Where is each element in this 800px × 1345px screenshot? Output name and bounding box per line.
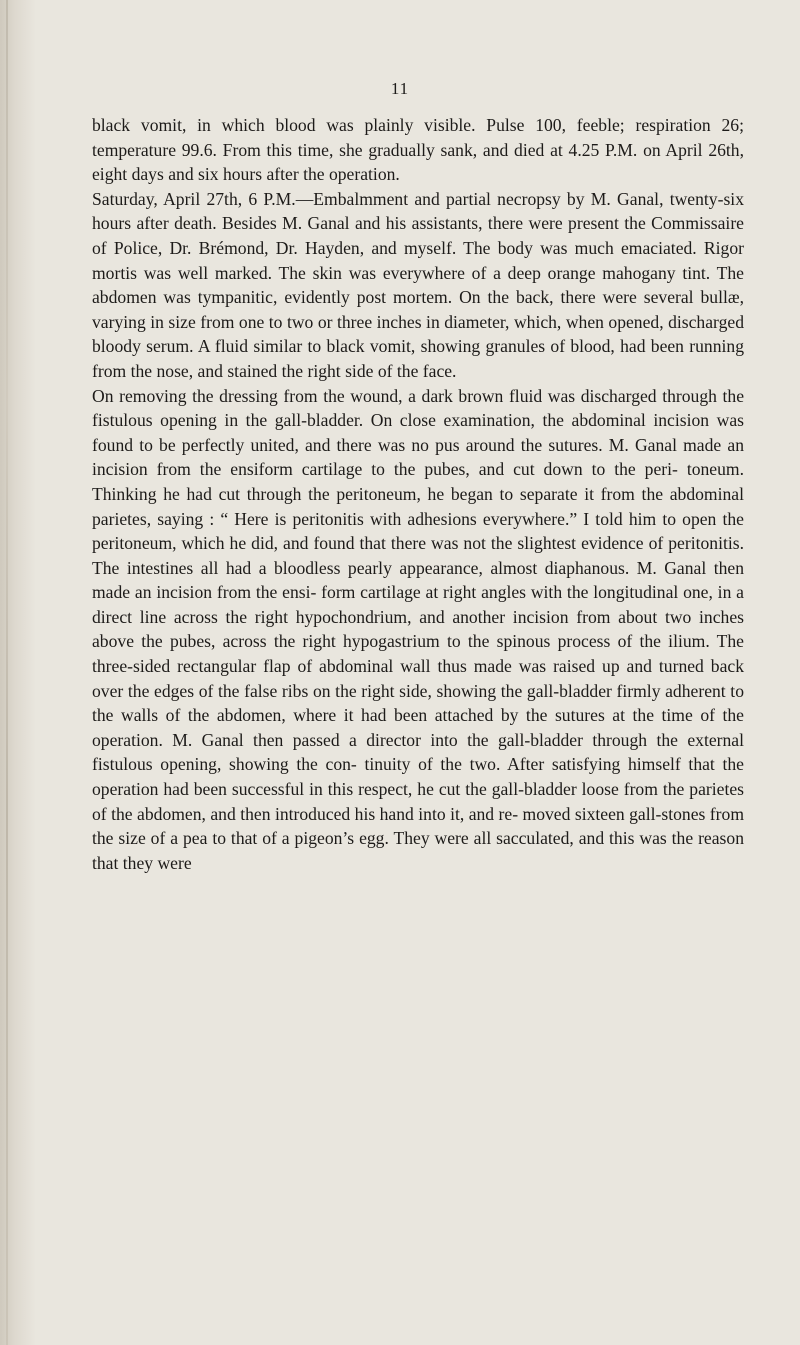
page-number: 11 [390,79,410,98]
paragraph-3: On removing the dressing from the wound, a dark brown fluid was discharged through the fistulous opening in the gall-bladder. On close examination, the abdominal incision was found to be perfectly united, and there was no pus around the sutures. M. Ganal made an incision from the ensiform cartilage to the pubes, and cut down to the peri- toneum. Thinking he had cut through the peritoneum, he began to separate it from the abdominal parietes, saying : “ Here is peritonitis with adhesions everywhere.” I told him to open the peritoneum, which he did, and found that there was not the slightest evidence of peritonitis. The intestines all had a bloodless pearly appearance, almost diaphanous. M. Ganal then made an incision from the ensi- form cartilage at right angles with the longitudinal one, in a direct line across the right hypochondrium, and another incision from about two inches above the pubes, across the right hypogastrium to the spinous process of the ilium. The three-sided rectangular flap of abdominal wall thus made was raised up and turned back over the edges of the false ribs on the right side, showing the gall-bladder firmly adherent to the walls of the abdomen, where it had been attached by the sutures at the time of the operation. M. Ganal then passed a director into the gall-bladder through the external fistulous opening, showing the con- tinuity of the two. After satisfying himself that the operation had been successful in this respect, he cut the gall-bladder loose from the parietes of the abdomen, and then introduced his hand into it, and re- moved sixteen gall-stones from the size of a pea to that of a pigeon’s egg. They were all sacculated, and this was the reason that they were [92,385,744,873]
page-body [92,113,744,875]
page-binding-edge [6,0,8,1345]
paragraph-2: Saturday, April 27th, 6 P.M.—Embalmment and partial necropsy by M. Ganal, twenty-six hours after death. Besides M. Ganal and his assistants, there were present the Commissaire of Police, Dr. Brémond, Dr. Hayden, and myself. The body was much emaciated. Rigor mortis was well marked. The skin was everywhere of a deep orange mahogany tint. The abdomen was tympanitic, evidently post mortem. On the back, there were several bullæ, varying in size from one to two or three inches in diameter, which, when opened, discharged bloody serum. A fluid similar to black vomit, showing granules of blood, had been running from the nose, and stained the right side of the face. [92,188,744,381]
paragraph-1: black vomit, in which blood was plainly visible. Pulse 100, feeble; respiration 26; temperature 99.6. From this time, she gradually sank, and died at 4.25 P.M. on April 26th, eight days and six hours after the operation. [92,115,744,185]
